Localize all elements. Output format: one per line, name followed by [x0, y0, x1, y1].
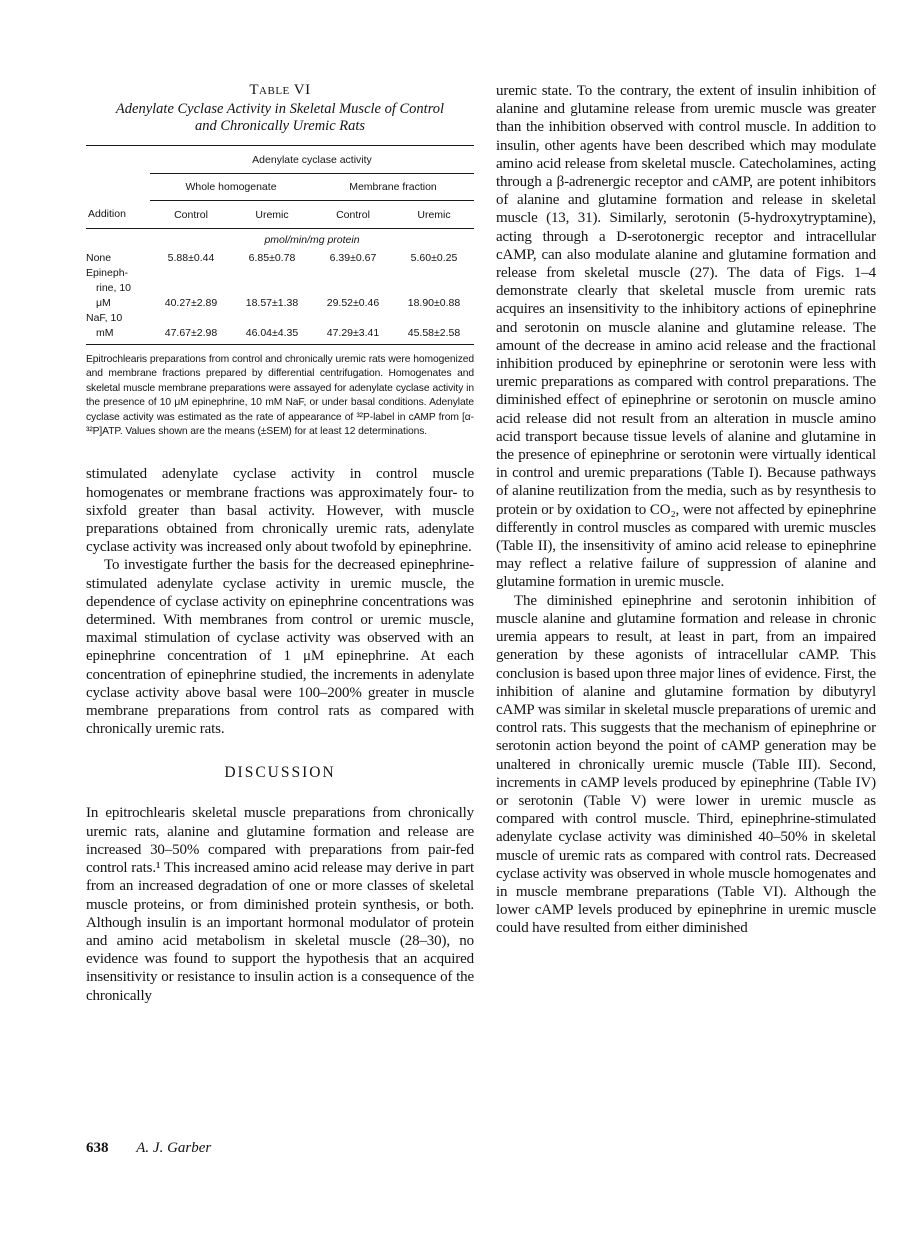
table-title: Table VI — [249, 82, 311, 98]
section-heading: DISCUSSION — [224, 764, 336, 782]
page-footer — [86, 1140, 211, 1157]
table-column-header: Uremic — [417, 208, 451, 221]
table-cell: 40.27±2.89 — [164, 297, 218, 309]
table-subgroup-header: Membrane fraction — [312, 174, 474, 201]
table-units: pmol/min/mg protein — [264, 234, 360, 246]
right-column — [496, 82, 876, 938]
table-subgroup-header: Whole homogenate — [150, 174, 312, 201]
table-row-label: Epineph- rine, 10 μM — [86, 267, 132, 309]
table-cell: 5.88±0.44 — [167, 252, 215, 264]
table-cell: 47.29±3.41 — [312, 311, 394, 345]
body-paragraph: To investigate further the basis for the decreased epinephrine-stimulated adenylate cyclase activity in uremic muscle, the dependence of cyclase activity on epinephrine concentrations was determined. With membranes from control or uremic muscle, maximal stimulation of cyclase activity was observed with an epinephrine concentration of 1 μM epinephrine. At each concentration of epinephrine studied, the increments in adenylate cyclase activity above basal were 100–200% greater in muscle membrane preparations from control rats as compared with chronically uremic rats. — [86, 557, 474, 738]
table-caption-line: Adenylate Cyclase Activity in Skeletal Muscle of Control — [115, 101, 445, 117]
table-row — [86, 266, 474, 311]
table-caption — [94, 101, 466, 135]
left-column — [86, 82, 474, 1005]
page-number: 638 — [86, 1140, 109, 1156]
table-column-header: Addition — [88, 208, 126, 221]
data-table — [86, 145, 474, 345]
table-column-header: Uremic — [255, 208, 289, 221]
table-group-header: Adenylate cyclase activity — [150, 146, 474, 174]
table-footnote: Epitrochlearis preparations from control and chronically uremic rats were homogenized and membrane fractions prepared by differential centrifugation. Homogenates and skeletal muscle membrane preparations were assayed for adenylate cyclase activity in the presence of 10 μM epinephrine, 10 mM NaF, or under basal conditions. Adenylate cyclase activity was estimated as the rate of appearance of ³²P-label in cAMP from [α-³²P]ATP. Values shown are the means (±SEM) for at least 12 determinations. — [86, 354, 474, 438]
body-paragraph: stimulated adenylate cyclase activity in control muscle homogenates or membrane fractions was approximately four- to sixfold greater than basal activity. However, with muscle preparations obtained from chronically uremic rats, adenylate cyclase activity was increased only about twofold by epinephrine. — [86, 466, 474, 556]
table-caption-line: and Chronically Uremic Rats — [194, 118, 366, 134]
table-cell: 6.39±0.67 — [329, 252, 377, 264]
body-paragraph: The diminished epinephrine and serotonin inhibition of muscle alanine and glutamine formation and release in chronic uremia appears to result, at least in part, from an impaired generation by these agonists of intracellular cAMP. This conclusion is based upon three major lines of evidence. First, the inhibition of alanine and glutamine formation by dibutyryl cAMP was similar in skeletal muscle preparations of uremic and control rats. This suggests that the mechanism of epinephrine or serotonin action beyond the point of cAMP generation may be unaltered in chronically uremic muscle (Table III). Second, increments in cAMP levels produced by epinephrine (Table IV) or serotonin (Table V) were lower in uremic muscle as compared with control muscle. Third, epinephrine-stimulated adenylate cyclase activity was diminished 40–50% in skeletal muscle of uremic rats as compared with control rats. Decreased cyclase activity was observed in whole muscle homogenates and in muscle membrane preparations (Table VI). Although the lower cAMP levels produced by epinephrine in uremic muscle could have resulted from either diminished — [496, 592, 876, 937]
table-column-header: Control — [336, 208, 370, 221]
table-row-label: NaF, 10 mM — [86, 311, 150, 345]
table-cell: 6.85±0.78 — [248, 252, 296, 264]
table-row — [86, 251, 474, 266]
table-row-label: None — [86, 252, 112, 264]
table-cell: 29.52±0.46 — [326, 297, 380, 309]
table-cell: 47.67±2.98 — [150, 311, 232, 345]
table-column-header: Control — [174, 208, 208, 221]
author-name: A. J. Garber — [136, 1140, 212, 1156]
table-cell: 18.90±0.88 — [407, 297, 461, 309]
table-row — [86, 311, 474, 345]
table-cell: 45.58±2.58 — [394, 311, 474, 345]
body-paragraph: uremic state. To the contrary, the extent of insulin inhibition of alanine and glutamine release from uremic muscle was greater than the inhibition observed with control muscle. In addition to insulin, other agents have been described which may modulate amino acid release from skeletal muscle. Catecholamines, acting through a β-adrenergic receptor and cAMP, are potent inhibitors of alanine and glutamine formation and release in skeletal muscle (13, 31). Similarly, serotonin (5-hydroxytryptamine), acting through a D-serotonergic receptor and intracellular cAMP, can also modulate alanine and glutamine formation and release from skeletal muscle (27). The data of Figs. 1–4 demonstrate clearly that skeletal muscle from uremic rats acquires an insensitivity to the inhibitory actions of epinephrine and serotonin on muscle alanine and glutamine release. The amount of the decrease in amino acid release and the fractional inhibition produced by epinephrine or serotonin were less with uremic preparations as compared with control preparations. The diminished effect of epinephrine or serotonin on muscle amino acid release did not result from an alteration in muscle amino acid transport because tissue levels of alanine and glutamine in the presence of epinephrine or serotonin were virtually identical in control and uremic preparations (Table I). Because pathways of alanine reutilization from the media, such as by resynthesis to protein or by oxidation to CO₂, were not affected by epinephrine differently in control muscles as compared with uremic muscles (Table II), the insensitivity of amino acid release to epinephrine may reflect a relative failure of suppression of alanine and glutamine formation in uremic muscle. — [496, 83, 876, 591]
table-cell: 46.04±4.35 — [232, 311, 312, 345]
table-cell: 5.60±0.25 — [410, 252, 458, 264]
table-cell: 18.57±1.38 — [245, 297, 299, 309]
body-paragraph: In epitrochlearis skeletal muscle preparations from chronically uremic rats, alanine and glutamine formation and release are increased 30–50% compared with preparations from pair-fed control rats.¹ This increased amino acid release may derive in part from an increased degradation of one or more classes of skeletal muscle proteins, or from diminished protein synthesis, or both. Although insulin is an important hormonal modulator of protein and amino acid metabolism in skeletal muscle (28–30), no evidence was found to support the hypothesis that an acquired insensitivity or resistance to insulin action is a consequence of the chronically — [86, 805, 474, 1004]
